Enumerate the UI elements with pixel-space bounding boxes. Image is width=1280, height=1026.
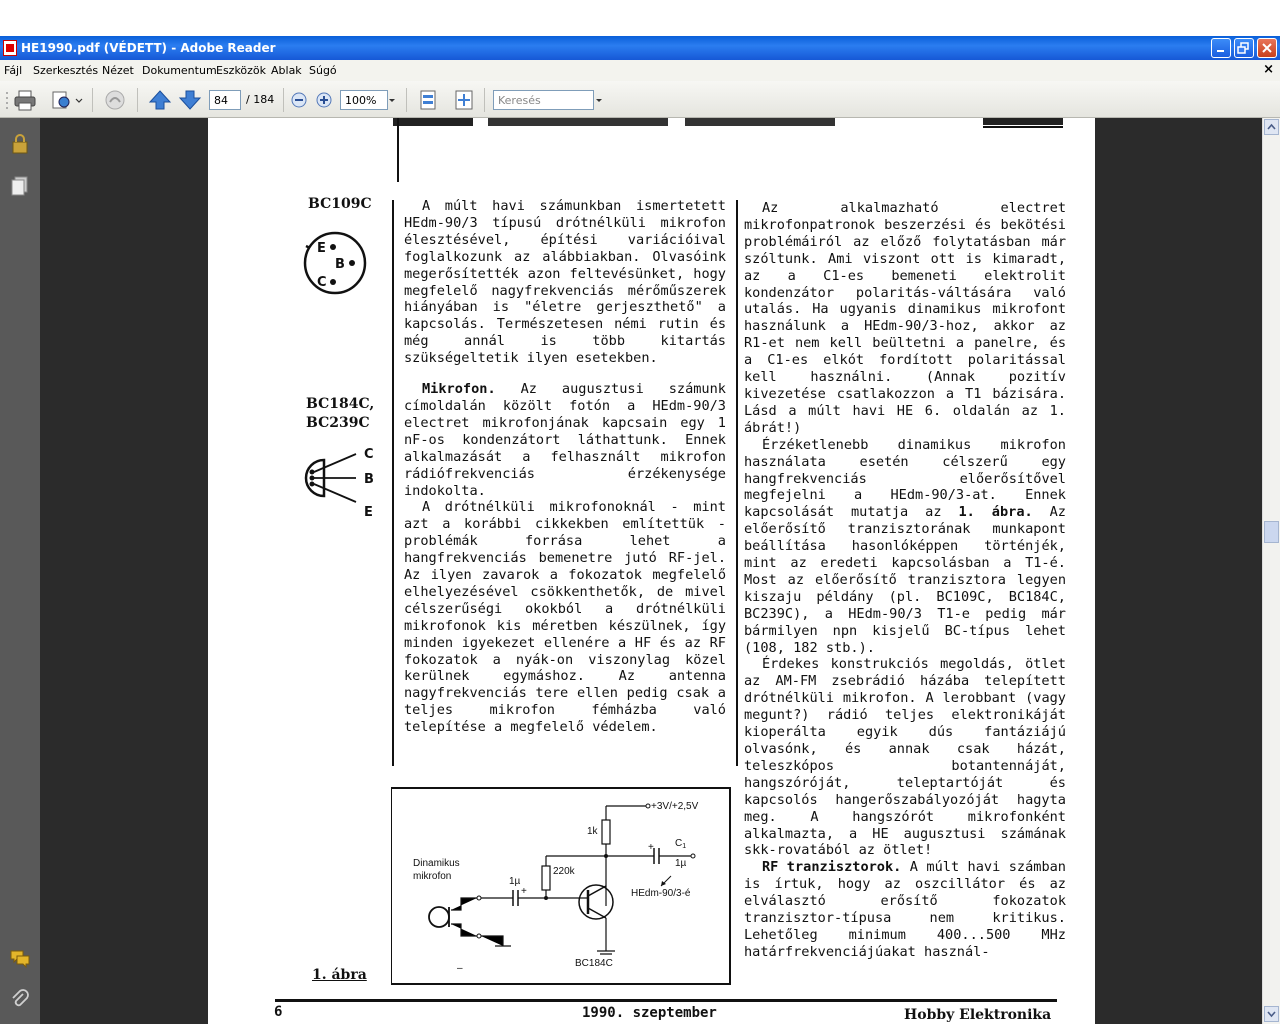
fit-page-icon xyxy=(453,89,475,111)
right-text-column xyxy=(744,200,1066,961)
input-cap-label: 1µ xyxy=(509,876,521,887)
paragraph: Érzéketlenebb dinamikus mikrofon használata esetén célszerű egy hangfrekvenciás előerősítővel megfejelni a HEdm-90/3-at. Ennek kapcsolását mutatja az 1. ábra. Az előerősítő tranzisztorának munkapont beállítása hasonlóképpen történjék, mint az eredeti kapcsolásban a T1-é. Most az előerősítő tranzisztora legyen kiszaju példány (pl. BC109C, BC184C, BC239C), a HEdm-90/3 T1-e pedig már bármilyen npn kisjelű BC-típus lehet (108, 182 stb.). xyxy=(744,436,1066,656)
document-view[interactable] xyxy=(40,118,1262,1024)
scroll-up-button[interactable] xyxy=(1264,119,1279,135)
menu-file[interactable]: Fájl xyxy=(4,64,23,77)
print-button[interactable] xyxy=(13,89,37,111)
resistor-1k-label: 1k xyxy=(587,826,598,837)
bc109c-pinout-figure xyxy=(302,226,374,298)
circuit-diagram xyxy=(391,786,731,986)
pin-c-label: C xyxy=(317,275,327,290)
menu-bar xyxy=(0,60,1280,81)
column-separator xyxy=(736,200,738,766)
menu-edit[interactable]: Szerkesztés xyxy=(33,64,99,77)
comments-panel-icon[interactable] xyxy=(8,946,32,970)
desktop-strip xyxy=(0,0,1280,36)
label-bc109c: BC109C xyxy=(308,196,372,212)
menu-tools[interactable]: Eszközök xyxy=(216,64,267,77)
pin-e-label-2: E xyxy=(364,505,373,518)
footer-magazine: Hobby Elektronika xyxy=(904,1007,1052,1023)
restore-button[interactable] xyxy=(1234,38,1254,58)
arrow-down-icon xyxy=(178,89,202,111)
mic-label-1: Dinamikus xyxy=(413,858,460,869)
paragraph: A múlt havi számunkban ismertetett HEdm-90/3 típusú drótnélküli mikrofon élesztésével, építési variációival foglalkozunk az alábbiakban. Olvasóink megerősítették azon feltevésünket, hogy megfelelő nagyfrekvenciás mérőműszerek hiányában is "életre gerjeszthető" a kapcsolás. Természetesen némi rutin és még annál is több kitartás szükségeltetik ilyen esetekben. xyxy=(404,198,726,367)
navigation-panel xyxy=(0,118,40,1024)
toolbar xyxy=(0,81,1280,118)
pages-panel-icon[interactable] xyxy=(8,174,32,198)
label-bc184c: BC184C, xyxy=(306,396,375,412)
paragraph: Az alkalmazható electret mikrofonpatronok beszerzési és bekötési problémáiról az előző folytatásban már szóltunk. Ami viszont ott is kimaradt, az a C1-es bemeneti elektrolit kondenzátor polaritás-váltására való utalás. Ha ugyanis dinamikus mikrofont használunk a HEdm-90/3-hoz, akkor az R1-et nem kell beültetni a panelre, és a C1-es elkót fordított polaritással kell használni. (Annak pozitív kivezetése csatlakozzon a T1 bázisára. Lásd a múlt havi HE 6. oldalán az 1. ábrát!) xyxy=(744,200,1066,436)
menu-document[interactable]: Dokumentum xyxy=(142,64,217,77)
svg-text:+: + xyxy=(648,842,654,853)
window-titlebar[interactable] xyxy=(0,36,1280,60)
attachments-panel-icon[interactable] xyxy=(8,988,32,1012)
document-share-icon xyxy=(50,89,84,111)
resistor-220k-label: 220k xyxy=(553,866,575,877)
search-dropdown-arrow[interactable] xyxy=(594,90,604,110)
minimize-button[interactable] xyxy=(1211,38,1231,58)
pin-b-label: B xyxy=(335,257,345,272)
previous-page-button[interactable] xyxy=(148,89,172,111)
fit-page-button[interactable] xyxy=(453,89,475,111)
paragraph: Érdekes konstrukciós megoldás, ötlet az AM-FM zsebrádió házába telepített drótnélküli mikrofon. A lerobbant (vagy megunt?) rádió teljes elektronikáját kioperálta egyik dús fantáziájú olvasónk, és annak csak házát, teleszkópos botantennáját, hangszóróját, teleptartóját és kapcsolós hangerőszabályozóját hagyta meg. A hangszórót mikrofonként alkalmazta, a HE augusztusi számának skk-rovatából az ötlet! xyxy=(744,656,1066,859)
zoom-dropdown-arrow[interactable] xyxy=(386,90,398,110)
figure-caption: 1. ábra xyxy=(312,967,367,983)
next-page-button[interactable] xyxy=(178,89,202,111)
pin-b-label-2: B xyxy=(364,472,374,487)
chevron-down-icon xyxy=(387,90,397,110)
pin-c-label-2: C xyxy=(364,447,374,462)
window-title: HE1990.pdf (VÉDETT) - Adobe Reader xyxy=(21,41,276,55)
chevron-down-icon xyxy=(1265,1007,1278,1021)
left-text-column xyxy=(404,198,726,736)
paragraph: A drótnélküli mikrofonoknál - mint azt a korábbi cikkekben említettük - problémák forrása lehet a hangfrekvenciás bemenetre jutó RF-jel. Az ilyen zavarok a fokozatok megfelelő elhelyezésével csökkenthetők, de mivel célszerűségi okokból a drótnélküli mikrofonok kis méretben készülnek, így minden igyekezet ellenére a HF és az RF fokozatok a nyák-on viszonylag közel kerülnek egymáshoz. Az antenna nagyfrekvenciás tere ellen pedig csak a teljes mikrofon fémházba való telepítése a megfelelő védelem. xyxy=(404,499,726,736)
c1-label: $C_1$ xyxy=(675,838,687,850)
zoom-in-button[interactable] xyxy=(315,89,333,111)
toolbar-grip[interactable] xyxy=(5,89,9,111)
supply-label: +3V/+2,5V xyxy=(651,801,699,812)
bc184c-pinout-figure xyxy=(294,438,384,518)
label-bc239c: BC239C xyxy=(306,415,370,431)
pin-e-label: E xyxy=(317,241,326,256)
vertical-scrollbar[interactable] xyxy=(1262,118,1280,1024)
zoom-out-icon xyxy=(290,89,308,111)
security-lock-icon[interactable] xyxy=(8,132,32,156)
chevron-down-icon xyxy=(594,90,604,110)
menu-view[interactable]: Nézet xyxy=(102,64,134,77)
paragraph: Mikrofon. Az augusztusi számunk címoldalán közölt fotón a HEdm-90/3 electret mikrofonjának kapcsain egy 1 nF-os kondenzátort láthattunk. Ennek alkalmazását a felhasznált mikrofon rádiófrekvenciás érzékenysége indokolta. xyxy=(404,381,726,499)
transistor-label: BC184C xyxy=(575,958,613,969)
menu-help[interactable]: Súgó xyxy=(309,64,337,77)
hand-icon xyxy=(101,89,129,111)
svg-text:+: + xyxy=(521,886,527,897)
search-input[interactable]: Keresés xyxy=(493,90,594,110)
zoom-level-field[interactable]: 100% xyxy=(340,90,388,110)
fit-width-button[interactable] xyxy=(417,89,439,111)
arrow-up-icon xyxy=(148,89,172,111)
pdf-page xyxy=(208,118,1095,1024)
footer-rule xyxy=(275,999,1057,1002)
footer-page-number: 6 xyxy=(274,1004,283,1020)
chevron-up-icon xyxy=(1265,120,1278,134)
close-icon xyxy=(1258,39,1276,57)
top-divider xyxy=(397,118,399,182)
left-column-rule xyxy=(392,200,394,766)
hand-tool-button[interactable] xyxy=(101,89,129,111)
footer-date: 1990. szeptember xyxy=(582,1005,717,1021)
paragraph: RF tranzisztorok. A múlt havi számban is írtuk, hogy az oszcillátor és az elválasztó erősítő fokozatok tranzisztor-típusa nem kritikus. Lehetőleg minimum 400...500 MHz határfrekvenciájúakat használ- xyxy=(744,859,1066,960)
page-number-input[interactable]: 84 xyxy=(209,90,241,110)
fit-width-icon xyxy=(417,89,439,111)
pdf-app-icon xyxy=(3,40,17,56)
scroll-thumb[interactable] xyxy=(1264,521,1279,543)
menu-window[interactable]: Ablak xyxy=(271,64,302,77)
close-document-icon[interactable]: × xyxy=(1263,62,1274,77)
minimize-icon xyxy=(1212,39,1230,57)
zoom-out-button[interactable] xyxy=(290,89,308,111)
page-count: / 184 xyxy=(246,93,275,106)
cut-off-heading xyxy=(393,118,1063,130)
c1-value-label: 1µ xyxy=(675,858,687,869)
target-label: HEdm-90/3-é xyxy=(631,888,691,899)
collaborate-button[interactable] xyxy=(50,89,84,111)
zoom-in-icon xyxy=(315,89,333,111)
printer-icon xyxy=(13,89,37,111)
restore-icon xyxy=(1235,39,1253,57)
svg-text:–: – xyxy=(457,963,463,974)
close-button[interactable] xyxy=(1257,38,1277,58)
mic-label-2: mikrofon xyxy=(413,871,452,882)
scroll-down-button[interactable] xyxy=(1264,1006,1279,1022)
